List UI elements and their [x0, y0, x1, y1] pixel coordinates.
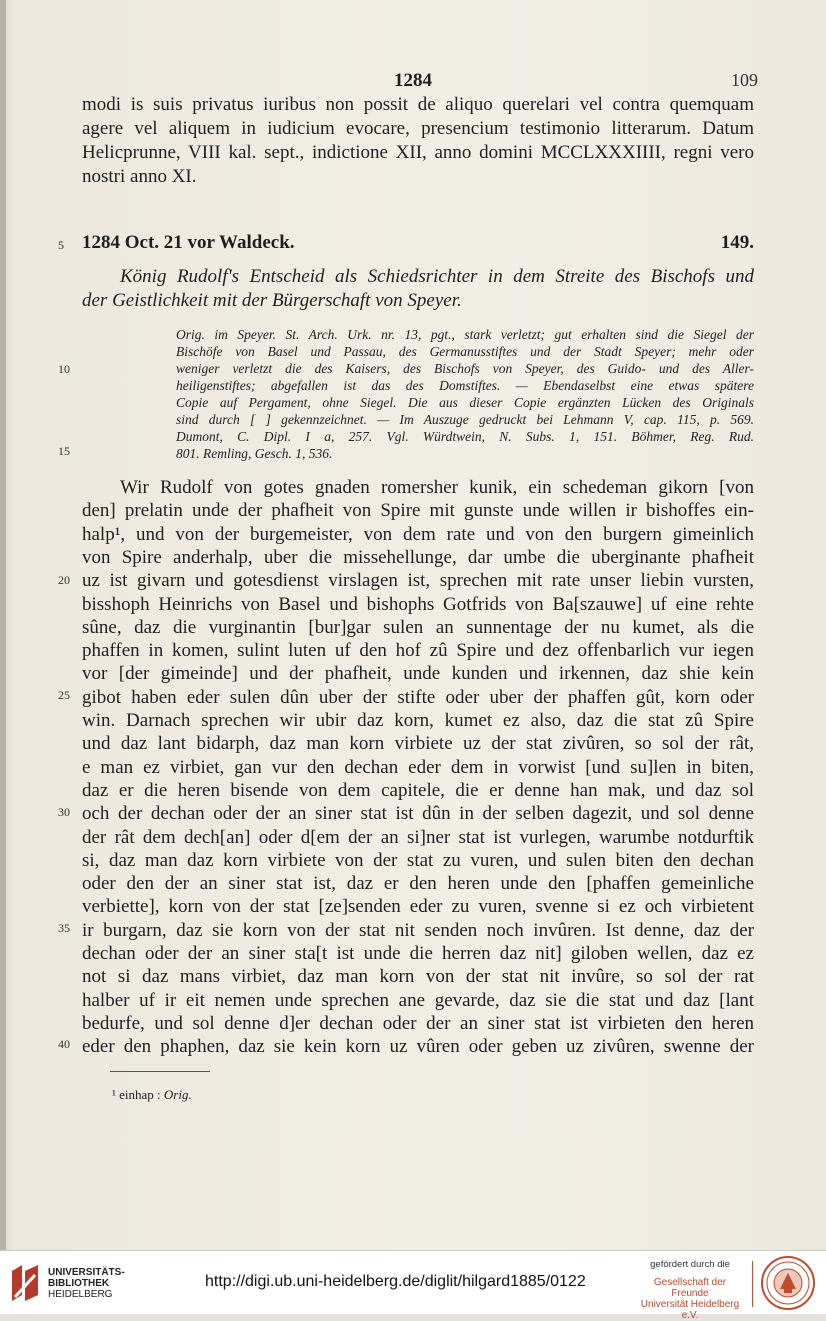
text-line: bedurfe, und sol denne d]er dechan oder der an siner stat ist virbieten den heren [82, 1012, 754, 1034]
text-line: ir burgarn, daz sie korn von der stat nit senden noch invûren. Ist denne, daz der [82, 919, 754, 941]
text-line: agere vel aliquem in iudicium evocare, presencium testimonio litterarum. Datum [82, 118, 754, 139]
library-line: BIBLIOTHEK [48, 1278, 110, 1289]
footnote-text: ¹ einhap : [112, 1087, 161, 1102]
digitization-footer [0, 1250, 826, 1321]
library-line: HEIDELBERG [48, 1289, 113, 1300]
reference-line: Bischöfe von Basel und Passau, des Germanusstiftes und der Stadt Speyer; mehr oder [176, 344, 754, 359]
footnote-source: Orig. [163, 1087, 192, 1102]
text-line: halp¹, und von der burgemeister, von dem rate und von den burgern gimeinlich [82, 523, 754, 545]
reference-line: Copie auf Pergament, ohne Siegel. Die aus dieser Copie ergänzten Lücken des Originals [176, 395, 754, 410]
text-line: phaffen in komen, sulint luten uf den hof zû Spire und dez offenbarlich vur iegen [82, 640, 754, 662]
line-number: 30 [58, 805, 70, 819]
text-line: und daz lant bidarph, daz man korn virbiete uz der stat zivûren, so sol der rât, [82, 733, 754, 755]
text-line: eder den phaphen, daz sie kein korn uz vûren oder geben uz zivûren, swenne der [82, 1036, 754, 1058]
society-name-line2: Universität Heidelberg e.V. [640, 1299, 740, 1321]
funding-note [640, 1259, 740, 1321]
reference-line: Dumont, C. Dipl. I a, 257. Vgl. Würdtwein, N. Subs. 1, 151. Böhmer, Reg. Rud. [176, 429, 754, 444]
reference-line: weniger verletzt die des Kaisers, des Bischofs von Speyer, des Guido- und des Aller- [176, 361, 754, 376]
text-line: daz er die heren bisende von dem capitele, die er denne han mak, und daz sol [82, 779, 754, 801]
footer-divider [752, 1261, 753, 1307]
running-header-year: 1284 [394, 70, 432, 91]
reference-line: Orig. im Speyer. St. Arch. Urk. nr. 13, pgt., stark verletzt; gut erhalten sind die Siegel der [176, 327, 754, 342]
university-seal-icon [760, 1255, 816, 1311]
text-line: not si daz mans virbiet, daz man korn von der stat nit invûre, so sol der rat [82, 966, 754, 988]
document-date: 1284 Oct. 21 vor Waldeck. [82, 232, 295, 253]
reference-line: 801. Remling, Gesch. 1, 536. [176, 446, 333, 461]
page-edge [0, 0, 6, 1250]
text-line: Wir Rudolf von gotes gnaden romersher kunik, ein schedeman gikorn [von [120, 477, 754, 498]
text-line: von Spire anderhalp, uber die missehellunge, dar umbe die uberginante phafheit [82, 546, 754, 568]
library-line: UNIVERSITÄTS- [48, 1267, 125, 1278]
line-number: 5 [58, 238, 64, 252]
text-line: uz ist givarn und gotesdienst virslagen ist, sprechen mit rate unser liebin vursten, [82, 570, 754, 592]
funded-by-text: gefördert durch die [650, 1259, 730, 1270]
library-logo-icon [8, 1261, 42, 1305]
permalink-url[interactable]: http://digi.ub.uni-heidelberg.de/diglit/hilgard1885/0122 [205, 1273, 586, 1290]
title-line: König Rudolf's Entscheid als Schiedsrichter in dem Streite des Bischofs und [120, 266, 754, 287]
line-number: 35 [58, 921, 70, 935]
text-line: win. Darnach sprechen wir ubir daz korn, kumet ez also, daz die stat zû Spire [82, 710, 754, 731]
text-line: sûne, daz die vurginantin [bur]gar sulen an sunnentage der nu kumet, als die [82, 616, 754, 638]
document-heading [82, 232, 754, 254]
text-line: den] prelatin unde der phafheit von Spire mit gunste unde willen ir bishoffes ein- [82, 500, 754, 522]
text-line: si, daz man daz korn virbiete von der stat zu vuren, und sulen biten den dechan [82, 849, 754, 871]
text-line: halber uf ir eit nemen unde sprechen ane gevarde, daz sie die stat und daz [lant [82, 989, 754, 1011]
reference-line: heiligenstiftes; abgefallen ist das des Domstiftes. — Ebendaselbst eine etwas spätere [176, 378, 754, 393]
text-line: och der dechan oder der an siner stat ist dûn in der selben dagezit, und sol denne [82, 803, 754, 825]
text-line: Helicprunne, VIII kal. sept., indictione XII, anno domini MCCLXXXIIII, regni vero [82, 142, 754, 163]
text-line: bisshoph Heinrichs von Basel und bishophs Gotfrids von Ba[szauwe] uf eine rehte [82, 593, 754, 615]
library-name [48, 1267, 125, 1300]
society-name-line1: Gesellschaft der Freunde [653, 1277, 727, 1299]
text-line: modi is suis privatus iuribus non possit de aliquo querelari vel contra quemquam [82, 94, 754, 115]
text-line: gibot haben eder sulen dûn uber der stifte oder uber der phaffen gût, korn oder [82, 686, 754, 708]
line-number: 10 [58, 362, 70, 376]
text-line: oder den der an siner stat ist, daz er den heren unde den [phaffen gemeinliche [82, 873, 754, 895]
text-line: verbiette], korn von der stat [ze]senden eder zu vuren, svenne si ez och virbietent [82, 896, 754, 918]
footnote [112, 1087, 192, 1103]
text-line: vor [der gimeinde] und der phafheit, unde kunden und irkennen, daz shie kein [82, 663, 754, 685]
text-line: e man ez virbiet, gan vur den dechan eder dem in vorwist [und su]len in biten, [82, 756, 754, 778]
document-number: 149. [720, 232, 754, 253]
text-line: der rât dem dech[an] oder d[em der an si]ner stat ist vurlegen, warumbe notdurftik [82, 826, 754, 848]
line-number: 25 [58, 688, 70, 702]
text-line: nostri anno XI. [82, 166, 197, 187]
title-line: der Geistlichkeit mit der Bürgerschaft von Speyer. [82, 290, 462, 311]
page-number: 109 [731, 70, 758, 90]
reference-line: sind durch [ ] gekennzeichnet. — Im Auszuge gedruckt bei Lehmann V, cap. 115, p. 569. [176, 412, 754, 427]
line-number: 40 [58, 1037, 70, 1051]
line-number: 20 [58, 573, 70, 587]
footnote-rule [110, 1071, 210, 1072]
line-number: 15 [58, 444, 70, 458]
text-line: dechan oder der an siner sta[t ist unde die herren daz nit] giloben wellen, daz ez [82, 943, 754, 964]
